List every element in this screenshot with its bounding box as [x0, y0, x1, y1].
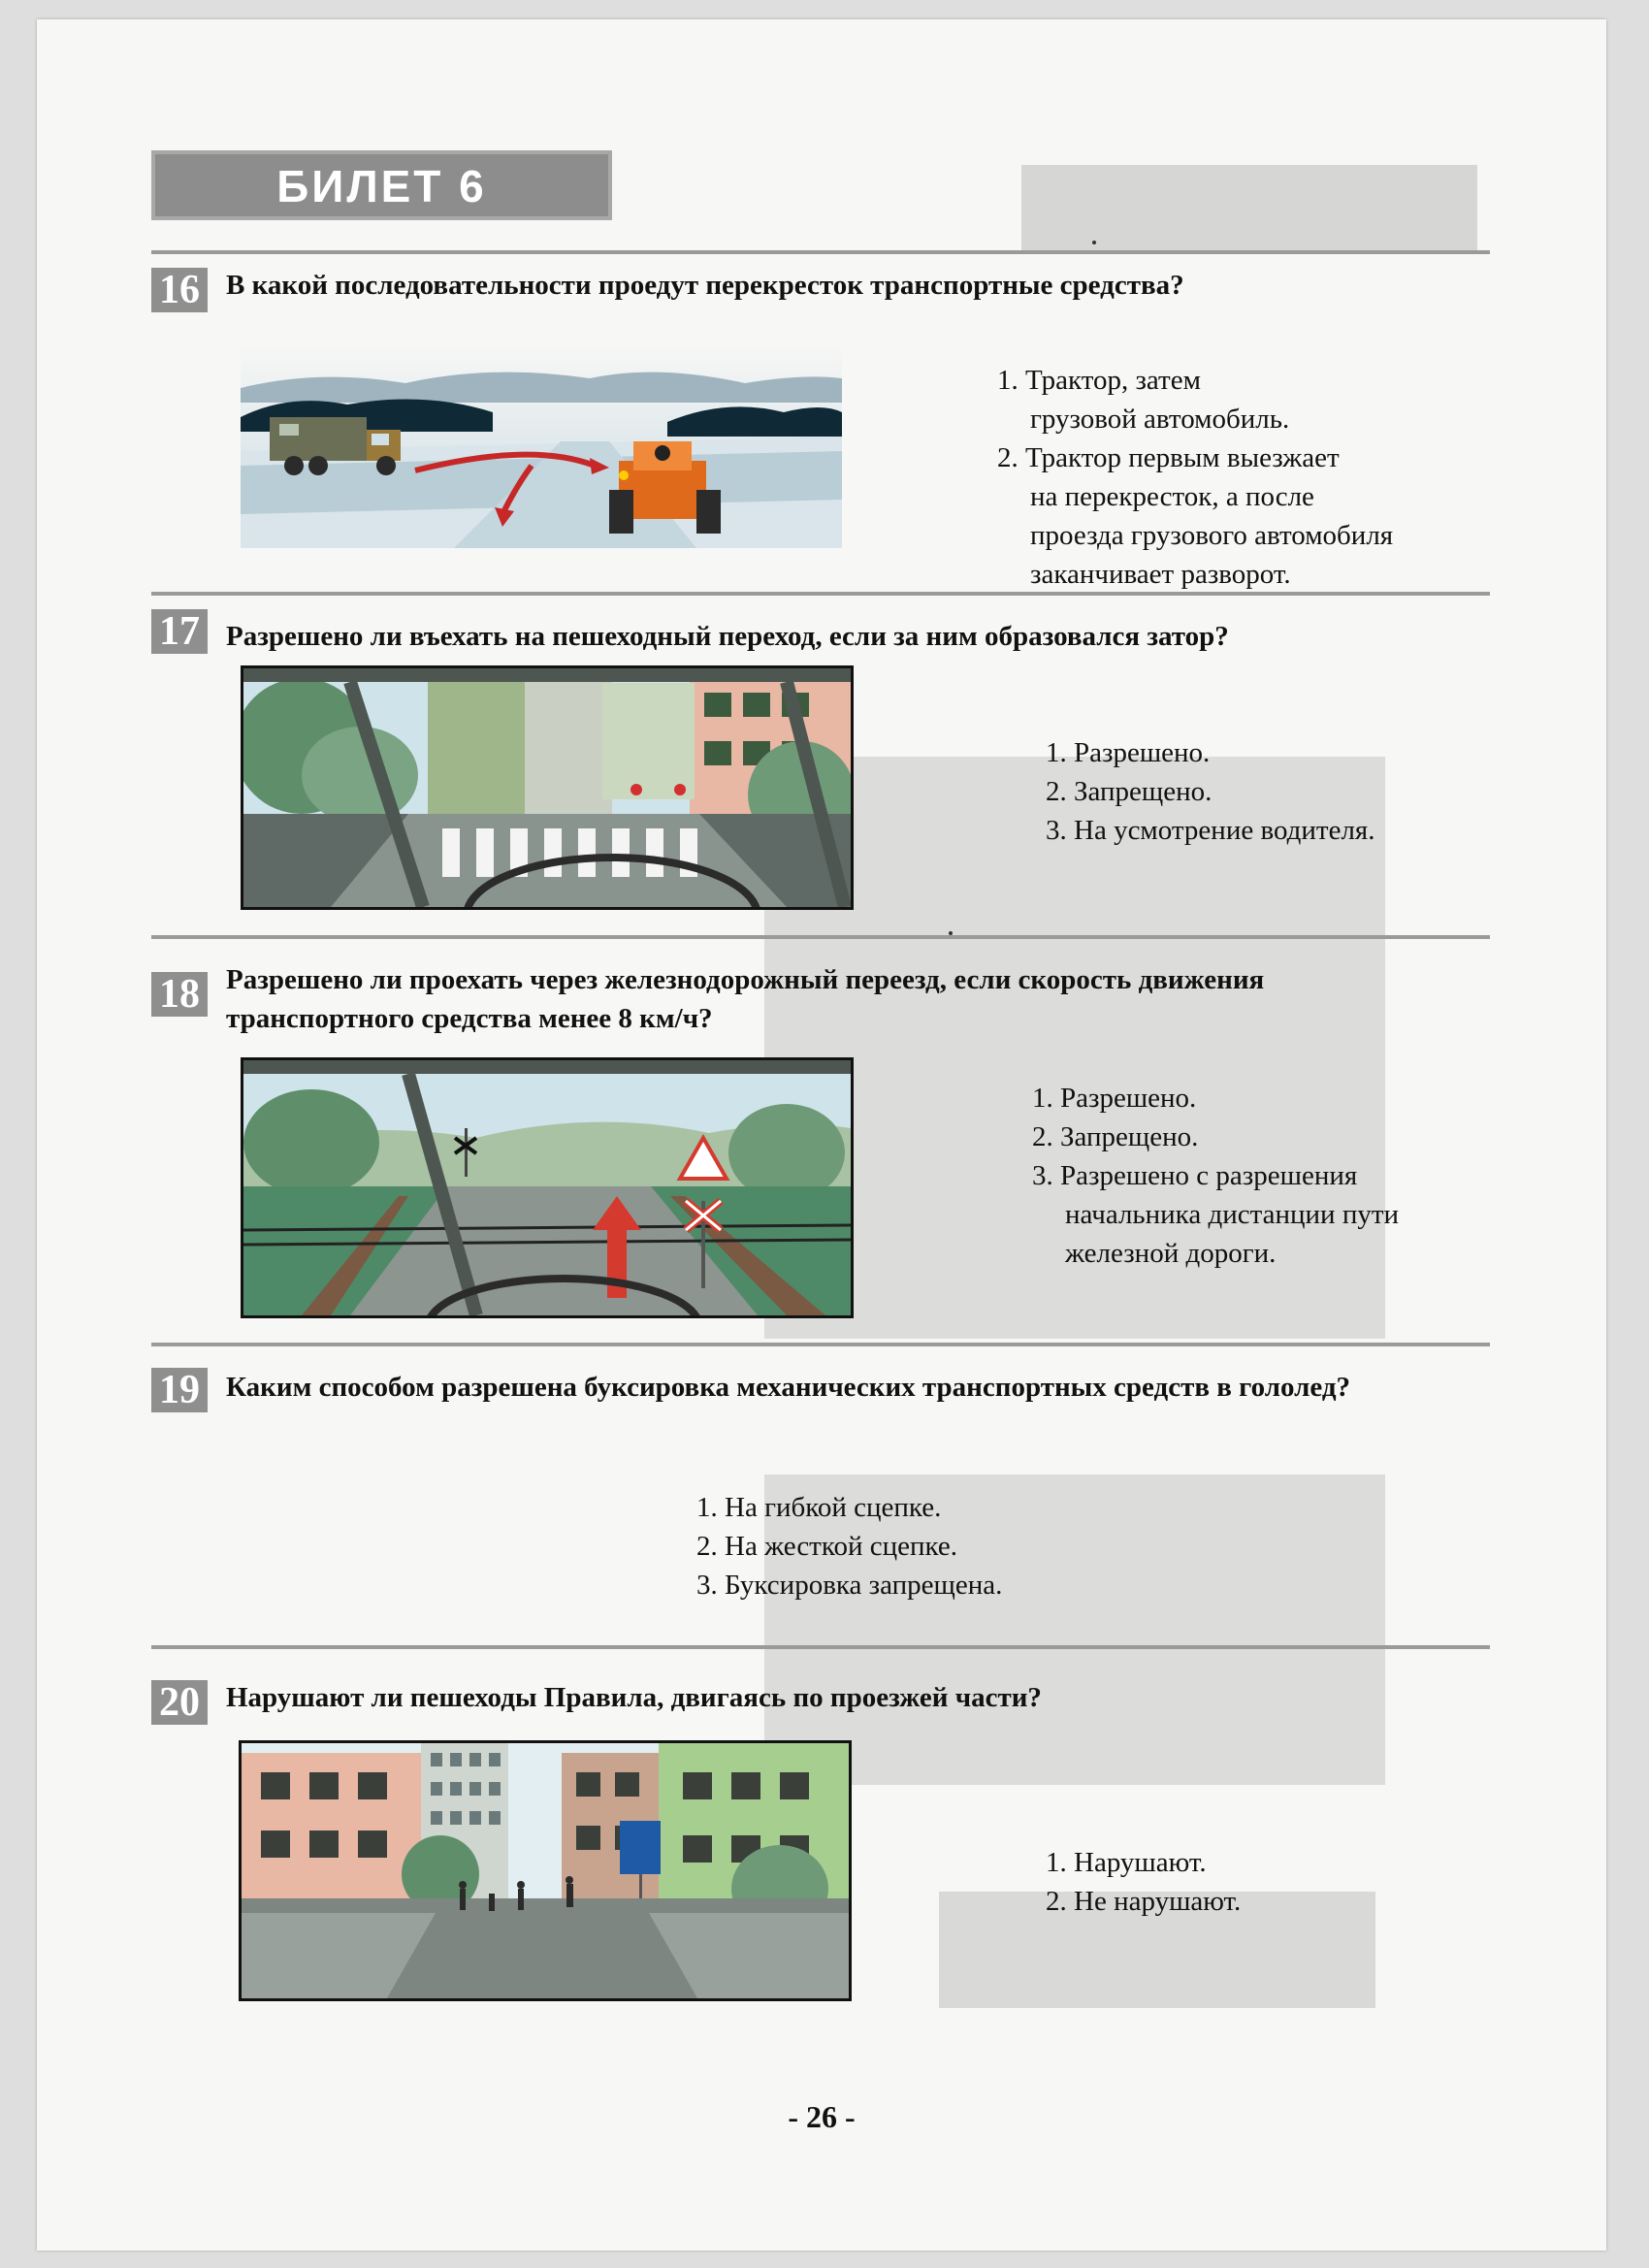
answer-option[interactable]: 1. На гибкой сцепке.	[696, 1492, 942, 1523]
question-20-number: 20	[151, 1680, 208, 1725]
question-16-illustration	[241, 344, 842, 548]
question-18-answers	[1032, 1079, 1399, 1273]
question-20-answers	[1046, 1843, 1241, 1921]
divider-rule	[151, 592, 1490, 596]
question-16-answers	[997, 361, 1393, 594]
question-20-text: Нарушают ли пешеходы Правила, двигаясь по проезжей части?	[226, 1682, 1042, 1713]
answer-option[interactable]: 3. Буксировка запрещена.	[696, 1570, 1003, 1601]
answer-option[interactable]: 3. На усмотрение водителя.	[1046, 815, 1375, 846]
pedestrian-zone-sign-icon	[620, 1821, 661, 1874]
question-18-number: 18	[151, 972, 208, 1017]
question-17-answers	[1046, 733, 1375, 850]
answer-option[interactable]: 1. Разрешено.	[1032, 1083, 1197, 1114]
question-16-number: 16	[151, 268, 208, 312]
answer-option[interactable]: 2. Запрещено.	[1032, 1121, 1199, 1152]
page-number: - 26 -	[788, 2099, 856, 2134]
question-19-text: Каким способом разрешена буксировка механических транспортных средств в гололед?	[226, 1372, 1351, 1403]
answer-option[interactable]: 2. На жесткой сцепке.	[696, 1531, 958, 1562]
bleed-through-shadow	[1021, 165, 1477, 252]
question-17-number: 17	[151, 609, 208, 654]
ticket-banner	[151, 150, 612, 220]
answer-option[interactable]: 3. Разрешено с разрешения начальника дистанции пути железной дороги.	[1032, 1160, 1400, 1269]
question-18-text: Разрешено ли проехать через железнодорожный переезд, если скорость движения транспортного средства менее 8 км/ч?	[226, 964, 1265, 1034]
question-16-text: В какой последовательности проедут перекресток транспортные средства?	[226, 270, 1184, 301]
question-19-number: 19	[151, 1368, 208, 1412]
dust-speck	[949, 931, 953, 935]
answer-option[interactable]: 1. Разрешено.	[1046, 737, 1211, 768]
question-17-illustration	[241, 665, 854, 910]
question-19-answers	[696, 1488, 1002, 1604]
divider-rule	[151, 1343, 1490, 1346]
question-20-illustration	[239, 1740, 852, 2001]
answer-option[interactable]: 1. Трактор, затем грузовой автомобиль.	[997, 365, 1290, 435]
answer-option[interactable]: 2. Трактор первым выезжает на перекресток, а после проезда грузового автомобиля заканчивает разворот.	[997, 442, 1394, 590]
dust-speck	[1092, 241, 1096, 244]
answer-option[interactable]: 1. Нарушают.	[1046, 1847, 1207, 1878]
question-17-text: Разрешено ли въехать на пешеходный переход, если за ним образовался затор?	[226, 621, 1229, 652]
ticket-title: БИЛЕТ 6	[276, 161, 487, 211]
divider-rule	[151, 935, 1490, 939]
page-sheet	[37, 19, 1606, 2251]
answer-option[interactable]: 2. Запрещено.	[1046, 776, 1212, 807]
divider-rule	[151, 250, 1490, 254]
question-18-illustration	[241, 1057, 854, 1318]
divider-rule	[151, 1645, 1490, 1649]
answer-option[interactable]: 2. Не нарушают.	[1046, 1886, 1242, 1917]
